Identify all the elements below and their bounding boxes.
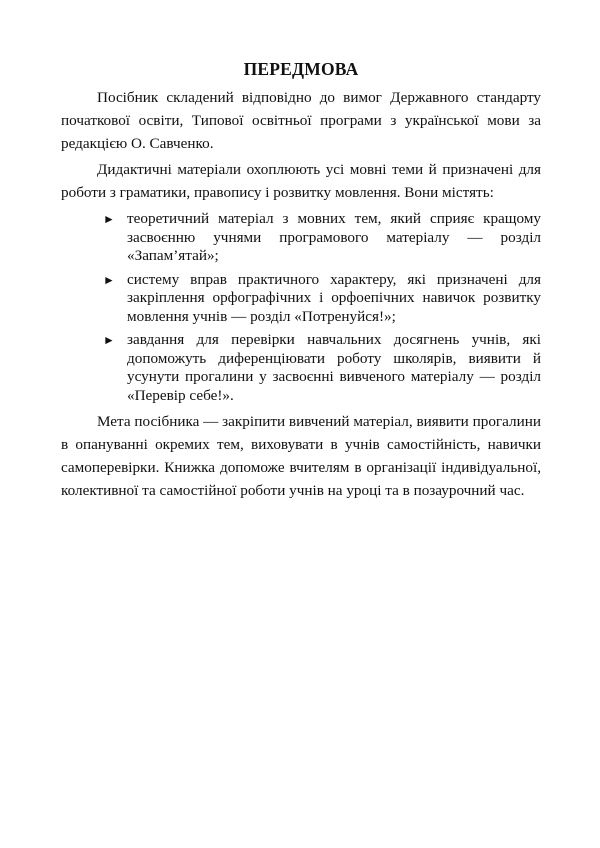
triangle-bullet-icon: ► [103, 333, 115, 347]
list-item [61, 271, 541, 327]
list-item-text: теоретичний матеріал з мовних тем, який сприяє кращому засвоєнню учнями програмового матеріалу — розділ «Запам’ятай»; [127, 210, 541, 264]
page-title: ПЕРЕДМОВА [243, 59, 359, 79]
paragraph-materials: Дидактичні матеріали охоплюють усі мовні теми й призначені для роботи з граматики, правопису і розвитку мовлення. Вони містять: [61, 161, 541, 201]
paragraph-intro: Посібник складений відповідно до вимог Державного стандарту початкової освіти, Типової освітньої програми з української мови за редакцією О. Савченко. [61, 89, 541, 152]
contents-list [61, 210, 541, 405]
triangle-bullet-icon: ► [103, 212, 115, 226]
list-item [61, 331, 541, 405]
document-page [61, 58, 541, 502]
list-item-text: систему вправ практичного характеру, які призначені для закріплення орфографічних і орфоепічних навичок розвитку мовлення учнів — розділ «Потренуйся!»; [127, 270, 541, 325]
list-item-text: завдання для перевірки навчальних досягнень учнів, які допоможуть диференціювати роботу школярів, виявити й усунути прогалини у засвоєнні вивченого матеріалу — розділ «Перевір себе!». [127, 331, 541, 404]
list-item [61, 210, 541, 266]
triangle-bullet-icon: ► [103, 272, 115, 287]
paragraph-purpose: Мета посібника — закріпити вивчений матеріал, виявити прогалини в опануванні окремих тем, виховувати в учнів самостійність, навички самоперевірки. Книжка допоможе вчителям в організації індивідуальної, колективної та самостійної роботи учнів на уроці та в позаурочний час. [61, 413, 541, 499]
